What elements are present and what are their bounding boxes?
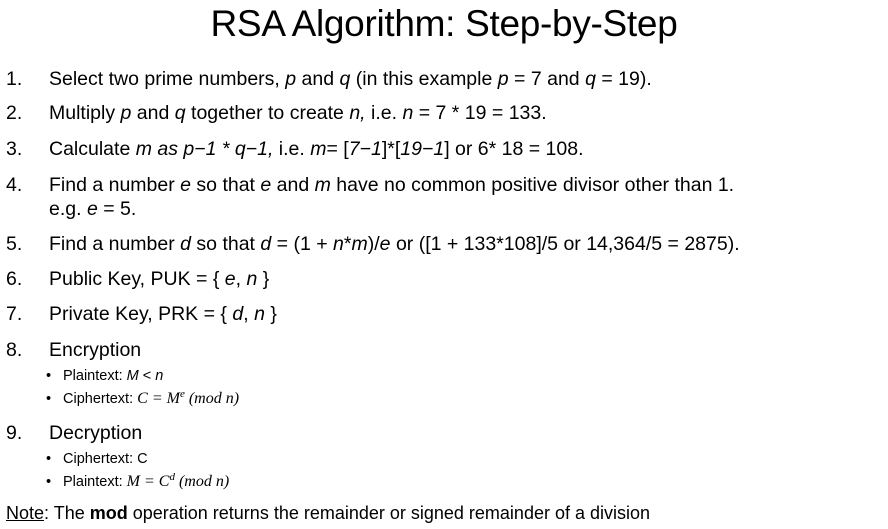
step-1 [6, 67, 652, 91]
bullet-icon: • [46, 451, 52, 467]
step-number: 5. [6, 233, 23, 255]
encryption-ciphertext: • Ciphertext: $C = M^e$ (mod n) [46, 388, 240, 407]
mod-keyword: mod [89, 503, 128, 523]
step-4 [6, 173, 735, 197]
encryption-plaintext: • Plaintext: M < n [46, 368, 164, 384]
step-4-continuation: e.g. e = 5. [49, 198, 137, 220]
step-number: 8. [6, 339, 23, 361]
step-2 [6, 101, 547, 125]
step-heading: Decryption [49, 422, 143, 444]
step-3 [6, 137, 584, 161]
step-9 [6, 421, 143, 445]
bullet-icon: • [46, 474, 52, 490]
step-7 [6, 302, 277, 326]
step-number: 6. [6, 268, 23, 290]
slide-title: RSA Algorithm: Step-by-Step [210, 3, 678, 44]
step-number: 2. [6, 102, 23, 124]
note-label: Note [6, 503, 45, 523]
decryption-formula: $M = C^d$ (mod n) [126, 471, 230, 490]
step-text: Find a number d so that d = (1 + n*m)/e or ([1 + 133*108]/5 or 14,364/5 = 2875). [49, 233, 740, 255]
step-text: Public Key, PUK = { e, n } [49, 268, 270, 290]
step-heading: Encryption [49, 339, 142, 361]
step-number: 1. [6, 68, 23, 90]
step-5 [6, 232, 740, 256]
footnote: Note: The mod operation returns the remainder or signed remainder of a division [6, 503, 651, 523]
step-6 [6, 267, 270, 291]
step-number: 3. [6, 138, 23, 160]
step-number: 4. [6, 174, 23, 196]
step-text: Find a number e so that e and m have no common positive divisor other than 1. [49, 174, 735, 196]
step-text: Select two prime numbers, p and q (in this example p = 7 and q = 19). [49, 68, 652, 90]
step-text: Multiply p and q together to create n, i.e. n = 7 * 19 = 133. [49, 102, 547, 124]
step-8 [6, 338, 142, 362]
bullet-icon: • [46, 391, 52, 407]
step-text: Calculate m as p−1 * q−1, i.e. m= [7−1]*[19−1] or 6* 18 = 108. [49, 138, 584, 160]
decryption-ciphertext: • Ciphertext: C [46, 451, 148, 467]
encryption-formula: $C = M^e$ (mod n) [137, 388, 240, 407]
step-text: Private Key, PRK = { d, n } [49, 303, 277, 325]
step-number: 7. [6, 303, 23, 325]
step-number: 9. [6, 422, 23, 444]
bullet-icon: • [46, 368, 52, 384]
decryption-plaintext: • Plaintext: $M = C^d$ (mod n) [46, 471, 230, 490]
